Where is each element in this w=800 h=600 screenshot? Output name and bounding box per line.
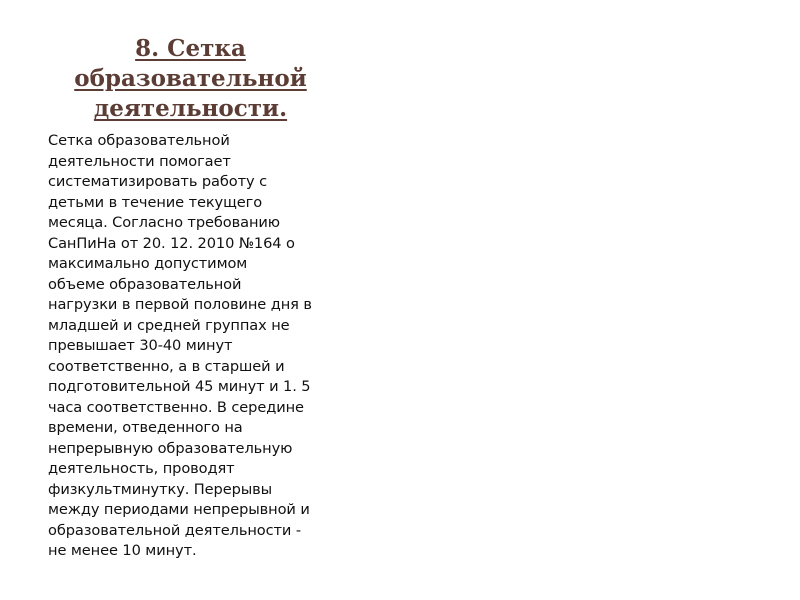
body-line: деятельности помогает — [48, 152, 231, 170]
body-line: не менее 10 минут. — [48, 542, 197, 559]
body-line: максимально допустимом — [48, 255, 248, 272]
body-line: деятельность, проводят — [48, 460, 235, 477]
body-line: непрерывную образовательную — [48, 439, 293, 457]
body-line: Сетка образовательной — [48, 132, 230, 149]
body-line: физкультминутку. Перерывы — [48, 480, 273, 498]
body-line: систематизировать работу с — [48, 173, 268, 190]
body-line: времени, отведенного на — [48, 419, 243, 436]
body-line: подготовительной 45 минут и 1. 5 — [48, 378, 311, 395]
body-line: превышает 30-40 минут — [48, 337, 233, 354]
body-line: между периодами непрерывной и — [48, 501, 310, 518]
title-line: деятельности. — [93, 95, 288, 122]
body-line: СанПиНа от 20. 12. 2010 №164 о — [48, 234, 295, 252]
body-line: месяца. Согласно требованию — [48, 214, 280, 231]
body-line: младшей и средней группах не — [48, 316, 290, 334]
title-line: образовательной — [74, 65, 307, 92]
body-line: образовательной деятельности - — [48, 521, 302, 539]
body-line: соответственно, а в старшей и — [48, 357, 285, 375]
slide-title — [48, 34, 333, 124]
slide-body-text — [48, 131, 338, 562]
title-line: 8. Сетка — [135, 35, 246, 62]
body-line: детьми в течение текущего — [48, 193, 263, 211]
body-line: часа соответственно. В середине — [48, 398, 304, 416]
body-line: объеме образовательной — [48, 275, 242, 293]
body-line: нагрузки в первой половине дня в — [48, 296, 312, 313]
